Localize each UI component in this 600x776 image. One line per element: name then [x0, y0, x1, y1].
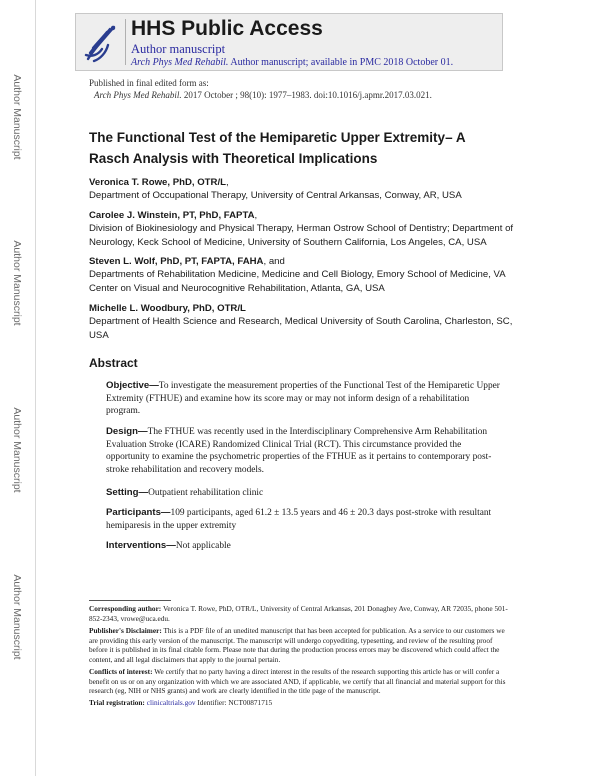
section-label: Interventions— [106, 540, 176, 551]
article-title: The Functional Test of the Hemiparetic Upper Extremity– A Rasch Analysis with Theoretical Implications [89, 130, 466, 166]
abstract-section-objective [106, 380, 504, 418]
abstract-section-interventions [106, 540, 504, 553]
side-label-3: Author Manuscript [11, 407, 23, 493]
published-details: 2017 October ; 98(10): 1977–1983. doi:10.1016/j.apmr.2017.03.021. [183, 90, 432, 100]
author-affiliation: Division of Biokinesiology and Physical Therapy, Herman Ostrow School of Dentistry; Department of Neurology, Keck School of Medicine, University of Southern California, Los Angeles, CA, USA [89, 223, 514, 248]
published-citation [89, 89, 432, 101]
side-label-2: Author Manuscript [11, 240, 23, 326]
published-info [89, 77, 432, 101]
side-label-1: Author Manuscript [11, 74, 23, 160]
footnote-label: Publisher's Disclaimer: [89, 626, 162, 635]
section-label: Setting— [106, 487, 149, 498]
author-name: Carolee J. Winstein, PT, PhD, FAPTA [89, 210, 255, 221]
abstract-heading: Abstract [89, 356, 138, 370]
footnote-text: This is a PDF file of an unedited manuscript that has been accepted for publication. As a service to our customers we are providing this early version of the manuscript. The manuscript will undergo copyediting, typesetting, and review of the resulting proof before it is published in its final citable form. Please note that during the production process errors may be discovered which could affect the content, and all legal disclaimers that apply to the journal pertain. [89, 626, 505, 664]
footnote-disclaimer [89, 626, 509, 664]
section-label: Design— [106, 426, 148, 437]
hhs-eagle-logo-icon [80, 19, 122, 65]
footnote-label: Conflicts of interest: [89, 667, 153, 676]
footnote-rule [89, 600, 171, 601]
section-text: To investigate the measurement properties of the Functional Test of the Hemiparetic Upper Extremity (FTHUE) and examine how its score may or may not inform design of a rehabilitation program. [106, 381, 500, 416]
hhs-banner [75, 13, 503, 71]
section-text: The FTHUE was recently used in the Interdisciplinary Comprehensive Arm Rehabilitation Evaluation Stroke (ICARE) Randomized Clinical Trial (RCT). This circumstance provided the opportunity to examine the psychometric properties of the FTHUE as it pertains to contemporary post-stroke rehabilitation and recovery models. [106, 427, 492, 475]
author-affiliation: Departments of Rehabilitation Medicine, Medicine and Cell Biology, Emory School of Medicine, VA Center on Visual and Neurocognitive Rehabilitation, Atlanta, GA, USA [89, 269, 506, 294]
footnote-text: We certify that no party having a direct interest in the results of the research supporting this article has or will confer a benefit on us or on any organization with which we are associated AND, if applicable, we certify that all financial and material support for this research (eg, NIH or NHS grants) and work are clearly identified in the title page of the manuscript. [89, 667, 506, 696]
footnote-corresponding [89, 604, 509, 623]
author-suffix: , [226, 177, 229, 188]
abstract-section-setting [106, 487, 504, 500]
margin-divider [35, 0, 36, 776]
author-affiliation: Department of Health Science and Research, Medical University of South Carolina, Charleston, SC, USA [89, 316, 513, 341]
trial-link[interactable]: clinicaltrials.gov [146, 698, 196, 707]
section-label: Participants— [106, 507, 171, 518]
footnote-conflicts [89, 667, 509, 696]
author-block [89, 176, 529, 203]
banner-citation [131, 57, 453, 68]
banner-citation-rest: Author manuscript; available in PMC 2018 October 01. [230, 57, 454, 68]
author-name: Veronica T. Rowe, PhD, OTR/L [89, 177, 227, 188]
author-block [89, 209, 529, 249]
section-text: Outpatient rehabilitation clinic [148, 488, 264, 498]
author-block [89, 302, 529, 342]
published-journal: Arch Phys Med Rehabil. [94, 90, 182, 100]
abstract-section-participants [106, 507, 504, 532]
footnote-trial [89, 698, 509, 708]
banner-title: HHS Public Access [131, 17, 323, 40]
side-label-4: Author Manuscript [11, 574, 23, 660]
section-label: Objective— [106, 380, 159, 391]
footnote-text: Identifier: NCT00871715 [197, 698, 273, 707]
author-suffix: , [254, 210, 258, 221]
author-block [89, 255, 529, 295]
abstract-section-design [106, 426, 504, 476]
section-text: Not applicable [175, 541, 231, 551]
footnote-label: Trial registration: [89, 698, 145, 707]
banner-journal: Arch Phys Med Rehabil. [131, 57, 229, 68]
author-affiliation: Department of Occupational Therapy, University of Central Arkansas, Conway, AR, USA [89, 190, 462, 202]
published-label: Published in final edited form as: [89, 78, 209, 88]
section-text: 109 participants, aged 61.2 ± 13.5 years and 46 ± 20.3 days post-stroke with resultant hemiparesis in the upper extremity [106, 508, 492, 531]
author-name: Steven L. Wolf, PhD, PT, FAPTA, FAHA [89, 256, 264, 267]
author-name: Michelle L. Woodbury, PhD, OTR/L [89, 303, 246, 314]
footnote-label: Corresponding author: [89, 604, 162, 613]
banner-separator [125, 19, 126, 65]
footnote-text: Veronica T. Rowe, PhD, OTR/L, University of Central Arkansas, 201 Donaghey Ave, Conway, AR 72035, phone 501-852-2343, vrowe@uca.edu. [89, 604, 508, 623]
banner-subtitle: Author manuscript [131, 42, 226, 56]
author-suffix: , and [263, 256, 285, 267]
